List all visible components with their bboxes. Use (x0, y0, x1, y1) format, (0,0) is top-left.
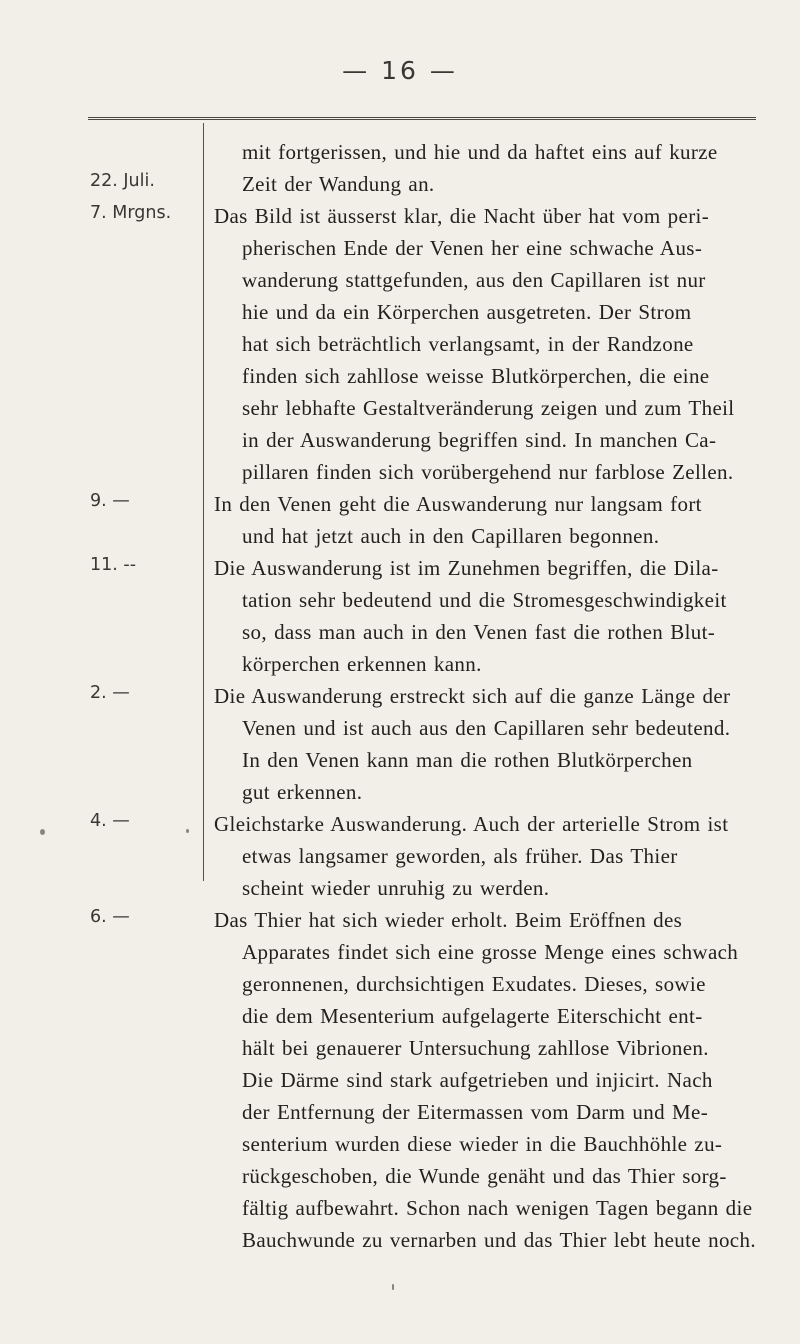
text-line: Das Thier hat sich wieder erholt. Beim Eröffnen des (214, 908, 683, 932)
margin-note-time-7: 7. Mrgns. (90, 203, 172, 223)
margin-note-time-2: 2. — (90, 683, 130, 703)
text-line: der Entfernung der Eitermassen vom Darm und Me- (242, 1100, 709, 1124)
margin-note-date: 22. Juli. (90, 171, 155, 191)
paper-speck (392, 1284, 394, 1290)
text-line: etwas langsamer geworden, als früher. Das Thier (242, 844, 678, 868)
text-line: in der Auswanderung begriffen sind. In manchen Ca- (242, 428, 717, 452)
text-line: pillaren finden sich vorübergehend nur farblose Zellen. (242, 460, 734, 484)
text-line: finden sich zahllose weisse Blutkörperchen, die eine (242, 364, 710, 388)
text-line: körperchen erkennen kann. (242, 652, 482, 676)
margin-note-time-9: 9. — (90, 491, 130, 511)
text-line: die dem Mesenterium aufgelagerte Eiterschicht ent- (242, 1004, 703, 1028)
text-line: hie und da ein Körperchen ausgetreten. Der Strom (242, 300, 692, 324)
text-line: Gleichstarke Auswanderung. Auch der arterielle Strom ist (214, 812, 729, 836)
margin-column-rule (203, 123, 204, 881)
text-line: hat sich beträchtlich verlangsamt, in der Randzone (242, 332, 694, 356)
text-line: scheint wieder unruhig zu werden. (242, 876, 550, 900)
text-line: Apparates findet sich eine grosse Menge eines schwach (242, 940, 739, 964)
text-line: senterium wurden diese wieder in die Bauchhöhle zu- (242, 1132, 723, 1156)
margin-note-time-6: 6. — (90, 907, 130, 927)
text-line: tation sehr bedeutend und die Stromesgeschwindigkeit (242, 588, 727, 612)
text-line: mit fortgerissen, und hie und da haftet eins auf kurze (242, 140, 718, 164)
text-line: Das Bild ist äusserst klar, die Nacht über hat vom peri- (214, 204, 710, 228)
paper-speck (40, 829, 45, 835)
text-line: Die Auswanderung ist im Zunehmen begriffen, die Dila- (214, 556, 719, 580)
text-line: In den Venen kann man die rothen Blutkörperchen (242, 748, 693, 772)
header-rule (88, 117, 756, 120)
text-line: wanderung stattgefunden, aus den Capillaren ist nur (242, 268, 706, 292)
margin-note-time-11: 11. -- (90, 555, 137, 575)
margin-note-time-4: 4. — (90, 811, 130, 831)
text-line: In den Venen geht die Auswanderung nur langsam fort (214, 492, 702, 516)
paper-speck (186, 829, 189, 833)
text-line: Venen und ist auch aus den Capillaren sehr bedeutend. (242, 716, 731, 740)
text-line: rückgeschoben, die Wunde genäht und das Thier sorg- (242, 1164, 727, 1188)
text-line: pherischen Ende der Venen her eine schwache Aus- (242, 236, 703, 260)
page-number: — 16 — (342, 56, 458, 85)
text-line: Die Auswanderung erstreckt sich auf die ganze Länge der (214, 684, 731, 708)
text-line: sehr lebhafte Gestaltveränderung zeigen und zum Theil (242, 396, 735, 420)
text-line: gut erkennen. (242, 780, 363, 804)
text-line: Bauchwunde zu vernarben und das Thier lebt heute noch. (242, 1228, 756, 1252)
text-line: hält bei genauerer Untersuchung zahllose Vibrionen. (242, 1036, 709, 1060)
text-line: und hat jetzt auch in den Capillaren begonnen. (242, 524, 660, 548)
text-line: so, dass man auch in den Venen fast die rothen Blut- (242, 620, 716, 644)
text-line: fältig aufbewahrt. Schon nach wenigen Tagen begann die (242, 1196, 753, 1220)
text-line: geronnenen, durchsichtigen Exudates. Dieses, sowie (242, 972, 706, 996)
text-line: Die Därme sind stark aufgetrieben und injicirt. Nach (242, 1068, 713, 1092)
text-line: Zeit der Wandung an. (242, 172, 435, 196)
